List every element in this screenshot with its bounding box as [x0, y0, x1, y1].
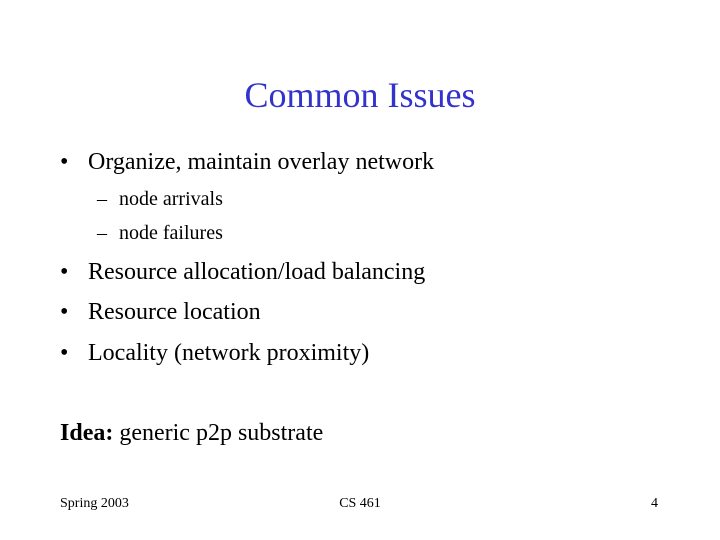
idea-line	[60, 418, 323, 448]
sub-bullet-text: node arrivals	[119, 188, 223, 210]
sub-bullet-item	[97, 186, 223, 212]
sub-bullet-item	[97, 220, 223, 246]
footer-date: Spring 2003	[60, 496, 129, 511]
bullet-marker: •	[60, 340, 69, 366]
footer-course: CS 461	[339, 496, 381, 511]
bullet-item	[60, 147, 434, 177]
footer-page-number: 4	[651, 496, 658, 511]
slide-title: Common Issues	[244, 75, 476, 115]
bullet-marker: •	[60, 149, 69, 175]
sub-bullet-text: node failures	[119, 222, 223, 244]
idea-label: Idea:	[60, 420, 114, 446]
dash-marker: –	[97, 188, 107, 210]
idea-text: generic p2p substrate	[113, 420, 324, 446]
bullet-item	[60, 338, 369, 368]
bullet-marker: •	[60, 299, 69, 325]
bullet-text: Resource allocation/load balancing	[88, 259, 426, 285]
bullet-item	[60, 257, 425, 287]
bullet-text: Organize, maintain overlay network	[88, 149, 435, 175]
bullet-marker: •	[60, 259, 69, 285]
dash-marker: –	[97, 222, 107, 244]
bullet-text: Resource location	[88, 299, 261, 325]
bullet-item	[60, 297, 261, 327]
bullet-text: Locality (network proximity)	[88, 340, 370, 366]
